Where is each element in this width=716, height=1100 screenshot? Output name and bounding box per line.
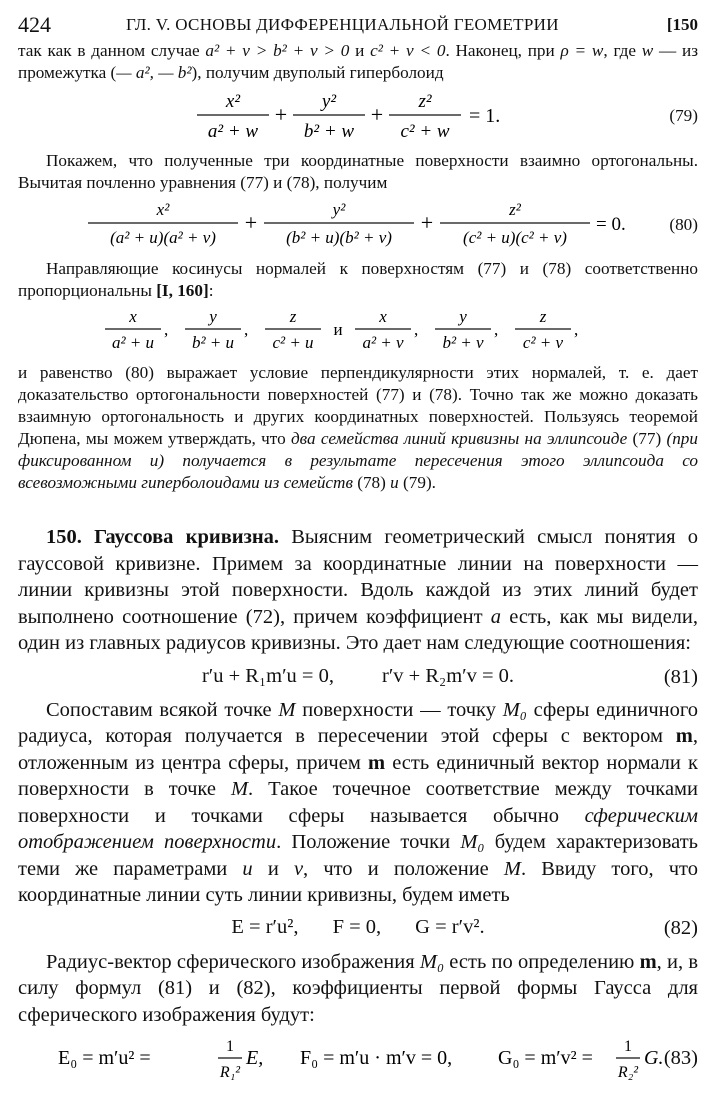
text: есть единичный вектор нормали к поверхности в точке (18, 751, 698, 800)
equation-82 (18, 909, 698, 947)
math-inline: v (293, 857, 304, 880)
paragraph-hyperboloid-intro (18, 40, 698, 84)
equation-number: (79) (669, 106, 698, 125)
fraction-denominator: c² + v (522, 333, 564, 352)
equation-82-e: E = r′u², (231, 916, 299, 939)
text: так как в данном случае (18, 41, 206, 60)
fraction-denominator: (a² + u)(a² + v) (110, 228, 216, 247)
fraction-denominator: c² + w (400, 121, 450, 142)
math-inline: c² + v < 0 (370, 41, 446, 60)
fraction-numerator: x² (156, 200, 170, 219)
text: Выясним геометрический смысл понятия о гауссовой кривизне. Примем за координатные линии на поверхности — линии кривизны этой поверхности. Вдоль каждой из этих линий будет выполнено соотношение (72), причем коэффициент (18, 526, 698, 628)
comma: , (574, 320, 579, 339)
text: . Положение точки (276, 831, 461, 853)
math-inline: M₀ (419, 950, 445, 973)
fraction-numerator: z (539, 307, 547, 326)
math-inline: — a², — b² (116, 63, 192, 82)
section-reference: [150 (666, 15, 698, 34)
equation-rhs: = 1. (469, 105, 501, 127)
text: и равенство (80) выражает условие перпендикулярности этих нормалей, т. е. дает доказательство ортогональности поверхностей (77) и (78). Точно так же можно доказать взаимную ортогональность и других координатных поверхностей. Пользуясь теоремой Дюпена, мы можем утверждать, что (18, 363, 698, 448)
fraction-numerator: y (459, 307, 467, 326)
equation-83 (18, 1030, 698, 1086)
vector-symbol: m (367, 751, 386, 774)
text: , отложенным из центра сферы, причем (18, 725, 698, 774)
equation-83-e-rhs: E, (246, 1047, 264, 1069)
fraction-numerator: 1 (226, 1038, 234, 1055)
section-title: Гауссова кривизна. (94, 526, 280, 548)
italic-text: сферическим отображением поверхности (18, 804, 698, 853)
math-inline: a² + v > b² + v > 0 (205, 41, 350, 60)
plus-sign: + (420, 210, 434, 235)
text: . Ввиду того, что координатные линии суть линии кривизны, будем иметь (18, 857, 698, 906)
plus-sign: + (370, 102, 384, 127)
fraction-denominator: a² + w (207, 121, 259, 142)
citation: [I, 160] (156, 281, 209, 300)
equation-number: (81) (663, 665, 698, 688)
comma: , (244, 320, 249, 339)
text: , где (603, 41, 642, 60)
text: — из промежутка ( (18, 41, 698, 82)
section-150-intro (18, 524, 698, 657)
fraction-denominator: R₂² (617, 1064, 639, 1081)
equation-81-left: r′u + R₁m′u = 0, (201, 665, 334, 688)
page-number: 424 (18, 12, 51, 37)
equation-79-formula (193, 85, 523, 147)
fraction-numerator: x² (225, 91, 241, 112)
text: , и, в силу формул (81) и (82), коэффициенты первой формы Гаусса для сферического изображения будут: (18, 950, 698, 1026)
section-number: 150. (46, 526, 82, 548)
equation-83-g-rhs: G. (644, 1047, 664, 1069)
direction-cosines-formula (103, 304, 613, 358)
paragraph-orthogonality (18, 150, 698, 194)
text: поверхности — точку (295, 698, 503, 721)
italic-text: и (390, 473, 399, 492)
text: Покажем, что полученные три координатные поверхности взаимно ортогональны. Вычитая почленно уравнения (77) и (78), получим (18, 151, 698, 192)
equation-81-right: r′v + R₂m′v = 0. (382, 665, 515, 688)
comma: , (414, 320, 419, 339)
math-inline: ρ = w (560, 41, 604, 60)
text: . Наконец, при (445, 41, 561, 60)
fraction-numerator: z² (509, 200, 521, 219)
fraction-denominator: (c² + u)(c² + v) (463, 228, 567, 247)
comma: , (494, 320, 499, 339)
text: есть по определению (444, 950, 640, 973)
text: сферы единичного радиуса, которая получается в пересечении этой сферы с вектором (18, 698, 698, 747)
equation-82-f: F = 0, (332, 916, 382, 939)
fraction-denominator: a² + u (111, 333, 155, 352)
text: Радиус-вектор сферического изображения (46, 950, 420, 973)
math-inline: w (641, 41, 654, 60)
math-inline: M₀ (460, 831, 485, 853)
vector-symbol: m (639, 950, 657, 973)
vector-symbol: m (675, 725, 693, 747)
text: Направляющие косинусы нормалей к поверхностям (77) и (78) соответственно пропорциональны (18, 259, 698, 300)
fraction-numerator: z² (418, 91, 432, 112)
paragraph-direction-cosines (18, 258, 698, 302)
plus-sign: + (274, 102, 288, 127)
fraction-denominator: b² + w (303, 121, 355, 142)
fraction-numerator: y² (321, 91, 337, 112)
fraction-denominator: a² + v (362, 333, 404, 352)
equation-83-g-lhs: G₀ = m′v² = (498, 1047, 593, 1069)
conjunction-and: и (333, 320, 343, 339)
equation-80-formula (88, 196, 628, 254)
math-inline: u (242, 857, 253, 880)
equation-number: (80) (669, 215, 698, 234)
equation-82-g: G = r′v². (415, 916, 485, 939)
comma: , (164, 320, 169, 339)
equation-number: (82) (663, 916, 698, 939)
equation-83-e-lhs: E₀ = m′u² = (58, 1047, 151, 1069)
fraction-numerator: y (209, 307, 217, 326)
text: , что и положение (303, 857, 504, 880)
equation-rhs: = 0. (596, 214, 626, 235)
text: и (349, 41, 371, 60)
paragraph-spherical-map (18, 697, 698, 909)
fraction-denominator: b² + v (442, 333, 484, 352)
direction-cosines-display (18, 302, 698, 360)
plus-sign: + (244, 210, 258, 235)
math-inline: M₀ (502, 698, 527, 721)
math-inline: M (278, 698, 296, 721)
paragraph-first-form (18, 949, 698, 1029)
text: : (208, 281, 214, 300)
paragraph-dupin (18, 362, 698, 494)
text: (78) (352, 473, 391, 492)
page (18, 8, 698, 1086)
fraction-denominator: c² + u (272, 333, 314, 352)
fraction-numerator: z (289, 307, 297, 326)
text: . Такое точечное соответствие между точками поверхности и точками сферы называется обычно (18, 778, 698, 827)
equation-79 (18, 84, 698, 148)
equation-number: (83) (663, 1046, 698, 1069)
fraction-numerator: x (379, 307, 387, 326)
text: (79). (398, 473, 436, 492)
text: и (252, 857, 294, 880)
math-inline: a (490, 605, 502, 628)
fraction-numerator: 1 (624, 1038, 632, 1055)
text: есть, как мы видели, один из главных радиусов кривизны. Это дает нам следующие соотношения: (18, 605, 698, 654)
italic-text: (при фиксированном u) получается в результате пересечения этого эллипсоида со всевозможными гиперболоидами из семейств (18, 429, 698, 492)
fraction-numerator: y² (332, 200, 346, 219)
math-inline: M (503, 857, 521, 880)
italic-text: два семейства линий кривизны на эллипсоиде (290, 429, 628, 448)
fraction-denominator: b² + u (191, 333, 235, 352)
equation-81 (18, 657, 698, 697)
equation-80 (18, 194, 698, 256)
equation-83-formula (48, 1031, 668, 1085)
text: (77) (627, 429, 667, 448)
running-title: ГЛ. V. ОСНОВЫ ДИФФЕРЕНЦИАЛЬНОЙ ГЕОМЕТРИИ (126, 15, 559, 34)
text: будем характеризовать теми же параметрами (18, 831, 698, 880)
text: Сопоставим всякой точке (46, 698, 279, 721)
equation-83-f: F₀ = m′u · m′v = 0, (300, 1047, 453, 1069)
page-header (18, 8, 698, 38)
math-inline: M (230, 778, 249, 800)
text: ), получим двуполый гиперболоид (191, 63, 444, 82)
fraction-numerator: x (129, 307, 137, 326)
fraction-denominator: R₁² (219, 1064, 241, 1081)
fraction-denominator: (b² + u)(b² + v) (286, 228, 392, 247)
